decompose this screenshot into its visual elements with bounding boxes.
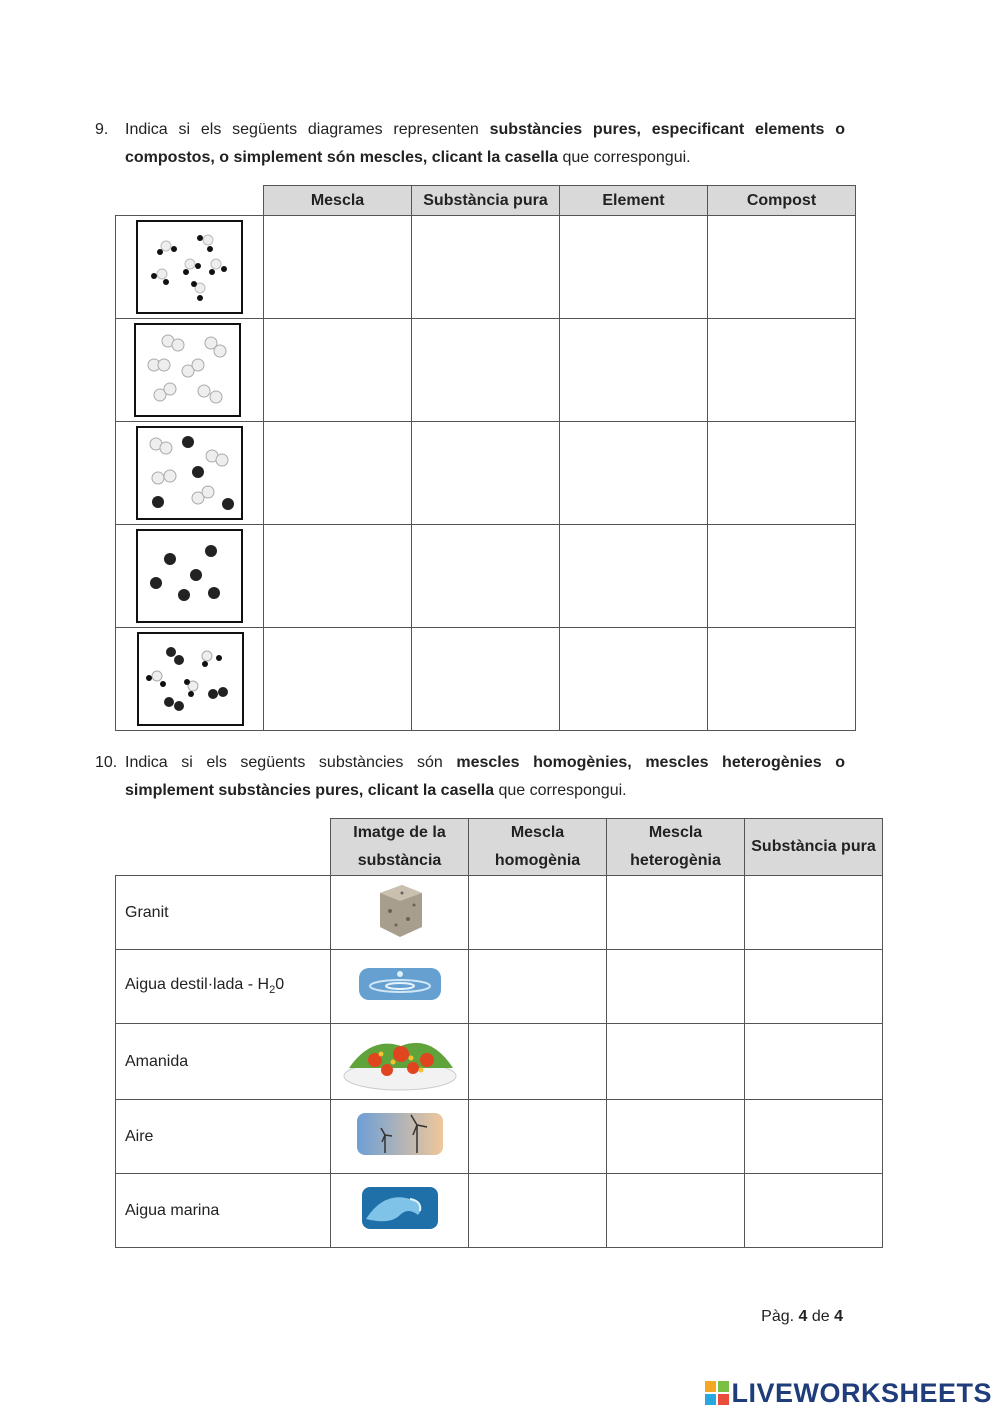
question-text: Indica si els següents diagrames representen substàncies pures, especificant elements o compostos, o simplement són mescles, clicant la casella que correspongui. (125, 121, 846, 166)
answer-cell[interactable] (745, 950, 883, 1024)
diagram-cell (116, 319, 264, 422)
sea-wave-image (331, 1174, 469, 1248)
answer-cell[interactable] (264, 525, 412, 628)
answer-cell[interactable] (745, 1100, 883, 1174)
diagram-cell (116, 628, 264, 731)
answer-cell[interactable] (607, 950, 745, 1024)
question-9 (95, 116, 845, 172)
answer-cell[interactable] (708, 628, 856, 731)
diagram-mixture-elements (136, 426, 243, 520)
answer-cell[interactable] (412, 422, 560, 525)
header-mescla-homogenia: Mescla homogènia (469, 819, 607, 876)
diagram-element-molecules (134, 323, 241, 417)
answer-cell[interactable] (607, 1024, 745, 1100)
answer-cell[interactable] (560, 525, 708, 628)
granite-image (331, 876, 469, 950)
answer-cell[interactable] (469, 876, 607, 950)
answer-cell[interactable] (708, 525, 856, 628)
question-number: 9. (95, 121, 109, 138)
diagram-cell (116, 216, 264, 319)
diagram-cell (116, 525, 264, 628)
substance-name: Granit (116, 876, 331, 950)
answer-cell[interactable] (560, 216, 708, 319)
logo-icon (705, 1381, 729, 1405)
answer-cell[interactable] (745, 1024, 883, 1100)
question-text: Indica si els següents substàncies són mescles homogènies, mescles heterogènies o simplement substàncies pures, clicant la casella que correspongui. (125, 754, 845, 799)
answer-cell[interactable] (412, 628, 560, 731)
diagram-compound-mixture (136, 220, 243, 314)
diagram-mixed-substances (137, 632, 244, 726)
question-10 (95, 749, 845, 805)
answer-cell[interactable] (607, 1174, 745, 1248)
diagram-cell (116, 422, 264, 525)
answer-cell[interactable] (607, 1100, 745, 1174)
answer-cell[interactable] (708, 216, 856, 319)
header-substancia-pura: Substància pura (412, 186, 560, 216)
answer-cell[interactable] (412, 216, 560, 319)
water-drop-image (331, 950, 469, 1024)
answer-cell[interactable] (560, 628, 708, 731)
header-substancia-pura: Substància pura (745, 819, 883, 876)
substance-name: Aire (116, 1100, 331, 1174)
answer-cell[interactable] (412, 319, 560, 422)
answer-cell[interactable] (560, 319, 708, 422)
answer-cell[interactable] (264, 628, 412, 731)
header-imatge: Imatge de la substància (331, 819, 469, 876)
question-number: 10. (95, 754, 118, 771)
salad-image (331, 1024, 469, 1100)
header-mescla: Mescla (264, 186, 412, 216)
page-number: Pàg. 4 de 4 (761, 1308, 843, 1325)
answer-cell[interactable] (745, 876, 883, 950)
header-compost: Compost (708, 186, 856, 216)
substance-name: Amanida (116, 1024, 331, 1100)
answer-cell[interactable] (412, 525, 560, 628)
answer-cell[interactable] (708, 319, 856, 422)
answer-cell[interactable] (607, 876, 745, 950)
header-mescla-heterogenia: Mescla heterogènia (607, 819, 745, 876)
answer-cell[interactable] (469, 1174, 607, 1248)
diagram-element-atoms (136, 529, 243, 623)
substance-table (115, 818, 883, 1248)
answer-cell[interactable] (469, 1100, 607, 1174)
answer-cell[interactable] (469, 1024, 607, 1100)
wind-turbines-image (331, 1100, 469, 1174)
header-element: Element (560, 186, 708, 216)
answer-cell[interactable] (560, 422, 708, 525)
substance-name: Aigua destil·lada - $H_20$ (116, 950, 331, 1024)
answer-cell[interactable] (264, 319, 412, 422)
diagram-table (115, 185, 856, 731)
answer-cell[interactable] (469, 950, 607, 1024)
answer-cell[interactable] (264, 422, 412, 525)
answer-cell[interactable] (264, 216, 412, 319)
answer-cell[interactable] (708, 422, 856, 525)
answer-cell[interactable] (745, 1174, 883, 1248)
substance-name: Aigua marina (116, 1174, 331, 1248)
liveworksheets-logo: LIVEWORKSHEETS (705, 1378, 992, 1409)
